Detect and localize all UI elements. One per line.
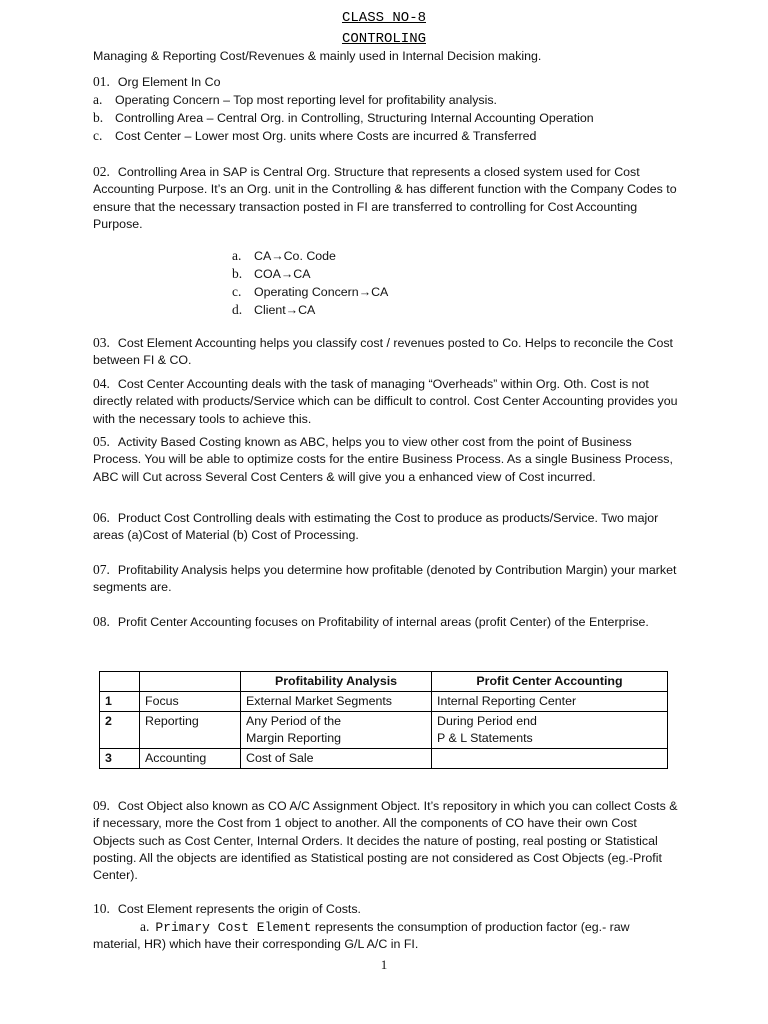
page-title: CLASS NO-8 — [341, 10, 426, 26]
table-header — [140, 672, 241, 692]
list-item: b. Controlling Area – Central Org. in Controlling, Structuring Internal Accounting Operation — [93, 110, 594, 125]
section-04: 04. Cost Center Accounting deals with the task of managing “Overheads” within Org. Oth. Cost is not directly related with products/Service which can be difficult to control. Cost Center Accounting provides you with the necessary tools to achieve this. — [93, 376, 678, 426]
section-10: 10. Cost Element represents the origin of Costs. — [93, 901, 361, 916]
table-row: 2 Reporting Any Period of the Margin Reporting During Period end P & L Statements — [100, 712, 668, 749]
table-row: 1 Focus External Market Segments Internal Reporting Center — [100, 692, 668, 712]
section-03: 03. Cost Element Accounting helps you classify cost / revenues posted to Co. Helps to reconcile the Cost between FI & CO. — [93, 335, 673, 368]
table-header: Profitability Analysis — [241, 672, 432, 692]
list-item: c. Operating Concern→CA — [232, 284, 389, 299]
page-subtitle: CONTROLING — [341, 31, 426, 47]
list-item: d. Client→CA — [232, 302, 316, 317]
intro-text: Managing & Reporting Cost/Revenues & mainly used in Internal Decision making. — [93, 49, 542, 63]
section-05: 05. Activity Based Costing known as ABC, helps you to view other cost from the point of Business Process. You will be able to optimize costs for the entire Business Process. As a single Business Process, ABC will Cut across Several Cost Centers & will give you a enhanced view of Cost incurred. — [93, 434, 673, 484]
section-text: Org Element In Co — [117, 75, 221, 89]
section-08: 08. Profit Center Accounting focuses on Profitability of internal areas (profit Center) of the Enterprise. — [93, 614, 649, 629]
term: Primary Cost Element — [155, 920, 312, 935]
section-06: 06. Product Cost Controlling deals with estimating the Cost to produce as products/Service. Two major areas (a)Cost of Material (b) Cost of Processing. — [93, 510, 659, 543]
list-item: c. Cost Center – Lower most Org. units where Costs are incurred & Transferred — [93, 128, 537, 143]
section-09: 09. Cost Object also known as CO A/C Assignment Object. It’s repository in which you can collect Costs & if necessary, more the Cost from 1 object to another. All the components of CO have their own Cost Objects such as Cost Center, Internal Orders. It decides the nature of posting, real posting or Statistical posting. All the objects are identified as Statistical posting are not considered as Cost Objects (eg.-Profit Center). — [93, 798, 678, 883]
table-header: Profit Center Accounting — [432, 672, 668, 692]
section-01 — [93, 73, 678, 91]
section-07: 07. Profitability Analysis helps you determine how profitable (denoted by Contribution Margin) your market segments are. — [93, 562, 677, 595]
page-number: 1 — [380, 957, 388, 972]
section-10-sub: a. Primary Cost Element represents the consumption of production factor (eg.- raw material, HR) which have their corresponding G/L A/C in FI. — [93, 919, 630, 952]
section-number: 01. — [93, 74, 110, 89]
list-item: a. CA→Co. Code — [232, 248, 336, 263]
section-02: 02. Controlling Area in SAP is Central Org. Structure that represents a closed system used for Cost Accounting Purpose. It’s an Org. unit in the Controlling & has different function with the Company Codes to ensure that the necessary transaction posted in FI are transferred to controlling for Cost Accounting Purpose. — [93, 164, 677, 231]
comparison-table — [99, 671, 668, 769]
table-header-row — [100, 672, 668, 692]
table-row: 3 Accounting Cost of Sale — [100, 749, 668, 769]
list-item: b. COA→CA — [232, 266, 311, 281]
list-item: a. Operating Concern – Top most reporting level for profitability analysis. — [93, 92, 498, 107]
table-header — [100, 672, 140, 692]
